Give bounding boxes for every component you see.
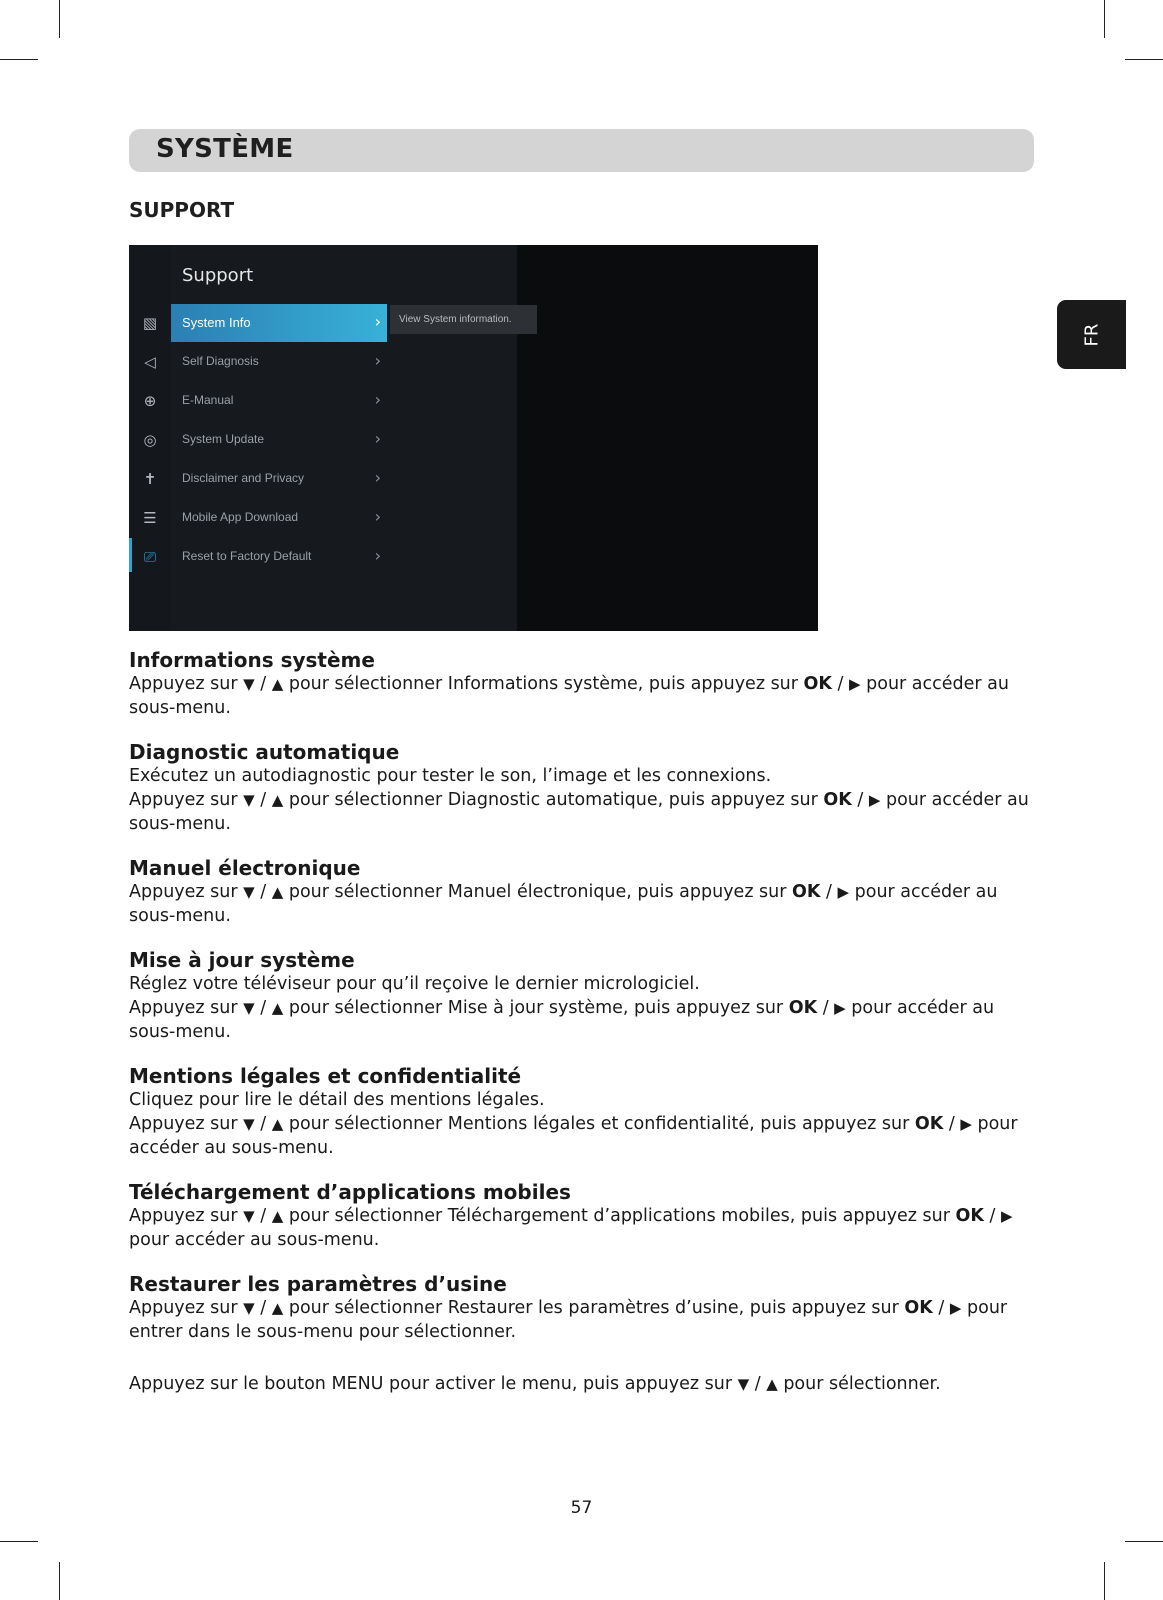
section-intro: Exécutez un autodiagnostic pour tester le son, l’image et les connexions. bbox=[129, 766, 772, 786]
ok-key: OK bbox=[788, 998, 818, 1018]
ok-key: OK bbox=[955, 1206, 984, 1226]
section-block bbox=[129, 648, 1039, 720]
language-tab bbox=[1057, 300, 1126, 369]
up-arrow-icon: ▲ bbox=[271, 791, 284, 809]
chevron-right-icon: › bbox=[374, 546, 381, 565]
section-heading: Téléchargement d’applications mobiles bbox=[129, 1180, 571, 1204]
crop-mark bbox=[1104, 0, 1105, 38]
chevron-right-icon: › bbox=[374, 507, 381, 526]
tv-menu-item-system-update[interactable] bbox=[171, 421, 387, 459]
section-instruction: Appuyez sur ▼ / ▲ pour sélectionner Manuel électronique, puis appuyez sur OK / ▶ pour accéder au sous-menu. bbox=[129, 882, 998, 926]
accessibility-icon[interactable]: ✝ bbox=[143, 470, 157, 488]
down-arrow-icon: ▼ bbox=[243, 675, 255, 693]
crop-mark bbox=[1125, 1541, 1163, 1542]
chapter-title: SYSTÈME bbox=[156, 134, 294, 164]
tv-menu-item-label: Self Diagnosis bbox=[182, 354, 259, 368]
section-instruction: Appuyez sur ▼ / ▲ pour sélectionner Mise à jour système, puis appuyez sur OK / ▶ pour accéder au sous-menu. bbox=[129, 998, 995, 1042]
crop-mark bbox=[0, 1541, 38, 1542]
section-instruction: Appuyez sur ▼ / ▲ pour sélectionner Informations système, puis appuyez sur OK / ▶ pour accéder au sous-menu. bbox=[129, 674, 1009, 718]
chevron-right-icon: › bbox=[374, 390, 381, 409]
section-intro: Cliquez pour lire le détail des mentions légales. bbox=[129, 1090, 545, 1110]
chevron-right-icon: › bbox=[374, 351, 381, 370]
tv-menu-item-label: System Update bbox=[182, 432, 265, 446]
chapter-header bbox=[129, 129, 1034, 172]
tv-tooltip: View System information. bbox=[390, 305, 537, 334]
list-icon[interactable]: ☰ bbox=[143, 509, 157, 527]
section-intro: Réglez votre téléviseur pour qu’il reçoive le dernier micrologiciel. bbox=[129, 974, 700, 994]
tv-menu-item-e-manual[interactable] bbox=[171, 382, 387, 420]
section-instruction: Appuyez sur ▼ / ▲ pour sélectionner Diagnostic automatique, puis appuyez sur OK / ▶ pour accéder au sous-menu. bbox=[129, 790, 1029, 834]
section-block bbox=[129, 1272, 1039, 1344]
section-block bbox=[129, 856, 1039, 928]
tv-menu-item-label: Reset to Factory Default bbox=[182, 549, 312, 563]
crop-mark bbox=[59, 1562, 60, 1600]
up-arrow-icon: ▲ bbox=[271, 1207, 284, 1225]
section-instruction: Appuyez sur ▼ / ▲ pour sélectionner Téléchargement d’applications mobiles, puis appuyez sur OK / ▶ pour accéder au sous-menu. bbox=[129, 1206, 1013, 1250]
right-arrow-icon: ▶ bbox=[837, 883, 850, 901]
crop-mark bbox=[1104, 1562, 1105, 1600]
tv-menu-item-disclaimer[interactable] bbox=[171, 460, 387, 498]
ok-key: OK bbox=[803, 674, 832, 694]
section-instruction: Appuyez sur ▼ / ▲ pour sélectionner Mentions légales et confidentialité, puis appuyez sur OK / ▶ pour accéder au sous-menu. bbox=[129, 1114, 1018, 1158]
up-arrow-icon: ▲ bbox=[271, 883, 284, 901]
section-instruction: Appuyez sur ▼ / ▲ pour sélectionner Restaurer les paramètres d’usine, puis appuyez sur OK / ▶ pour entrer dans le sous-menu pour sélectionner. bbox=[129, 1298, 1008, 1342]
down-arrow-icon: ▼ bbox=[243, 1207, 255, 1225]
active-category-marker bbox=[129, 538, 132, 572]
section-heading: Diagnostic automatique bbox=[129, 740, 400, 764]
tv-menu-item-self-diagnosis[interactable] bbox=[171, 343, 387, 381]
sound-icon[interactable]: ◁ bbox=[144, 353, 156, 371]
up-arrow-icon: ▲ bbox=[271, 999, 284, 1017]
crop-mark bbox=[1125, 59, 1163, 60]
crop-mark bbox=[0, 59, 38, 60]
ok-key: OK bbox=[914, 1114, 944, 1134]
section-block bbox=[129, 1180, 1039, 1252]
tv-menu-item-mobile-app[interactable] bbox=[171, 499, 387, 537]
section-heading: Mise à jour système bbox=[129, 948, 355, 972]
section-block bbox=[129, 948, 1039, 1044]
down-arrow-icon: ▼ bbox=[243, 791, 255, 809]
right-arrow-icon: ▶ bbox=[849, 675, 861, 693]
down-arrow-icon: ▼ bbox=[243, 999, 255, 1017]
chevron-right-icon: › bbox=[374, 429, 381, 448]
down-arrow-icon: ▼ bbox=[737, 1375, 750, 1393]
down-arrow-icon: ▼ bbox=[243, 1115, 255, 1133]
right-arrow-icon: ▶ bbox=[960, 1115, 972, 1133]
final-note: Appuyez sur le bouton MENU pour activer le menu, puis appuyez sur ▼ / ▲ pour sélectionner. bbox=[129, 1374, 941, 1394]
chevron-right-icon: › bbox=[374, 468, 381, 487]
chevron-right-icon: › bbox=[374, 312, 381, 331]
tv-menu-item-factory-reset[interactable] bbox=[171, 538, 387, 576]
down-arrow-icon: ▼ bbox=[243, 1299, 255, 1317]
channel-icon[interactable]: ◎ bbox=[143, 431, 157, 449]
down-arrow-icon: ▼ bbox=[243, 883, 255, 901]
section-heading: Manuel électronique bbox=[129, 856, 361, 880]
section-heading: Restaurer les paramètres d’usine bbox=[129, 1272, 507, 1296]
up-arrow-icon: ▲ bbox=[271, 675, 284, 693]
section-heading: Mentions légales et confidentialité bbox=[129, 1064, 522, 1088]
up-arrow-icon: ▲ bbox=[271, 1115, 284, 1133]
language-tab-label: FR bbox=[1081, 323, 1102, 346]
tv-menu-screenshot bbox=[129, 245, 818, 631]
right-arrow-icon: ▶ bbox=[868, 791, 881, 809]
tv-menu-title: Support bbox=[182, 265, 254, 286]
right-arrow-icon: ▶ bbox=[949, 1299, 962, 1317]
right-arrow-icon: ▶ bbox=[834, 999, 846, 1017]
section-block bbox=[129, 1064, 1039, 1160]
ok-key: OK bbox=[792, 882, 821, 902]
globe-icon[interactable]: ⊕ bbox=[143, 392, 157, 410]
crop-mark bbox=[59, 0, 60, 38]
tv-icon[interactable]: ⎚ bbox=[143, 548, 156, 566]
section-block bbox=[129, 740, 1039, 836]
ok-key: OK bbox=[823, 790, 852, 810]
tv-menu-item-label: Mobile App Download bbox=[182, 510, 299, 524]
ok-key: OK bbox=[904, 1298, 933, 1318]
tv-content-area bbox=[517, 245, 818, 631]
page-number: 57 bbox=[570, 1498, 593, 1518]
up-arrow-icon: ▲ bbox=[271, 1299, 284, 1317]
picture-icon[interactable]: ▧ bbox=[142, 314, 158, 332]
section-heading: Informations système bbox=[129, 648, 375, 672]
tv-sidebar bbox=[129, 245, 171, 631]
tv-menu-item-system-info[interactable] bbox=[171, 304, 387, 342]
tv-menu-item-label: E-Manual bbox=[182, 393, 234, 407]
right-arrow-icon: ▶ bbox=[1001, 1207, 1013, 1225]
tv-menu-item-label: Disclaimer and Privacy bbox=[182, 471, 305, 485]
up-arrow-icon: ▲ bbox=[766, 1375, 778, 1393]
instructions bbox=[129, 648, 1039, 1414]
section-title: SUPPORT bbox=[129, 198, 235, 222]
tv-menu-item-label: System Info bbox=[182, 315, 251, 330]
